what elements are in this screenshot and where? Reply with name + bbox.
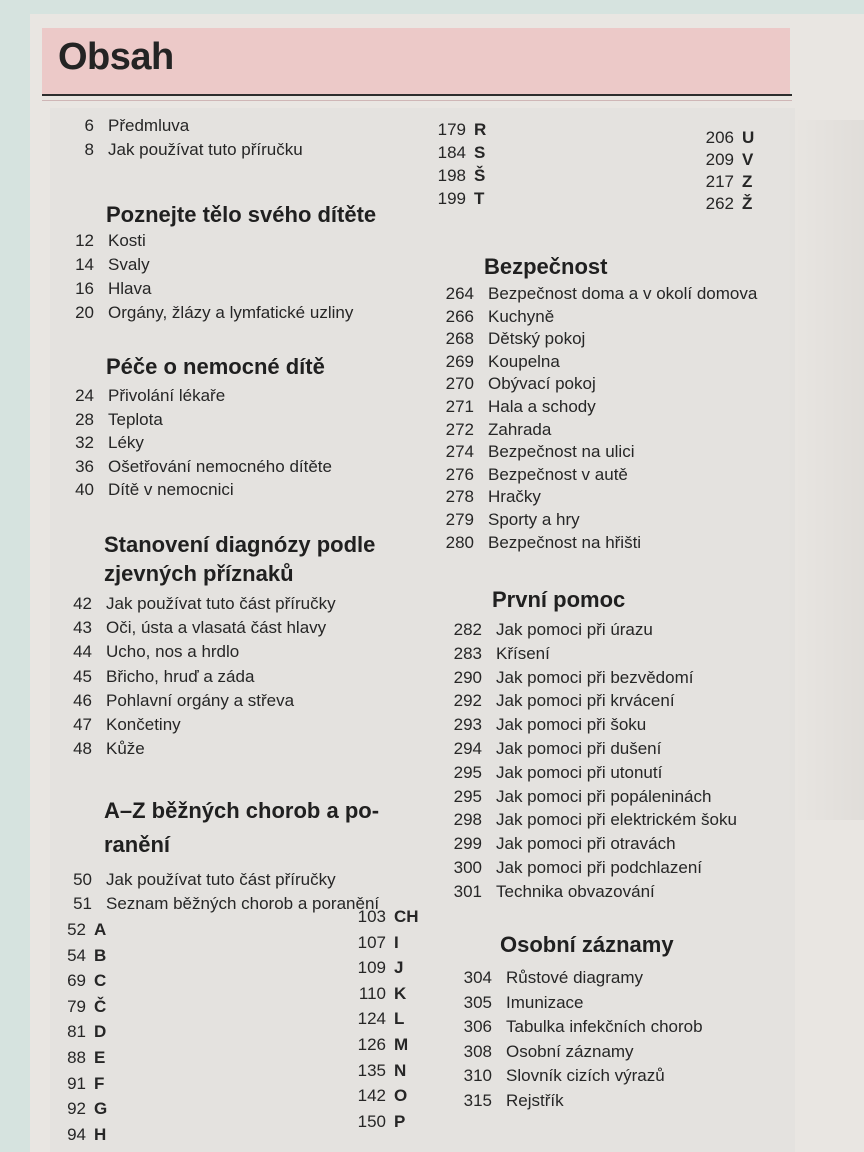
- toc-entry-label: Rejstřík: [506, 1090, 564, 1110]
- letter-entry: [352, 1084, 407, 1108]
- toc-entry: [450, 991, 790, 1016]
- letter-label: M: [394, 1035, 409, 1054]
- letter-page-number: 52: [67, 920, 86, 939]
- toc-page-number: 274: [445, 442, 474, 462]
- toc-entry: [440, 832, 800, 856]
- letter-label: Ž: [742, 194, 753, 213]
- toc-entry-label: Kuchyně: [488, 306, 555, 326]
- toc-entry: [50, 640, 430, 664]
- letter-label: T: [474, 189, 485, 208]
- toc-entry-label: Hlava: [108, 279, 152, 298]
- toc-entry: [50, 737, 430, 761]
- letter-page-number: 109: [357, 958, 386, 978]
- letter-page-number: 135: [357, 1060, 386, 1080]
- letter-entry: [52, 969, 106, 993]
- toc-entry-label: Kůže: [106, 739, 145, 759]
- section-heading-az-2: ranění: [104, 832, 171, 857]
- toc-page-number: 51: [73, 893, 92, 913]
- letter-page-number: 217: [705, 172, 734, 191]
- letter-entry: [52, 1123, 106, 1147]
- toc-entry: [440, 666, 800, 690]
- letter-page-number: 206: [705, 128, 734, 147]
- letter-label: E: [94, 1048, 106, 1067]
- letter-page-number: 69: [67, 971, 86, 991]
- toc-entry-label: Jak pomoci při dušení: [496, 738, 662, 758]
- toc-entry: [52, 114, 432, 138]
- letter-label: L: [394, 1009, 405, 1029]
- letter-entry: [352, 982, 406, 1006]
- section-heading-az-1: A–Z běžných chorob a po-: [104, 798, 380, 823]
- toc-entry-label: Bezpečnost na hřišti: [488, 532, 642, 552]
- letter-label: K: [394, 983, 407, 1003]
- toc-entry-label: Zahrada: [488, 419, 552, 439]
- letter-page-number: 262: [705, 194, 734, 213]
- diagnosis-list: [50, 592, 430, 761]
- toc-entry-label: Pohlavní orgány a střeva: [106, 690, 295, 710]
- toc-page-number: 42: [73, 594, 92, 613]
- toc-page-number: 306: [463, 1017, 492, 1036]
- letter-page-number: 88: [67, 1048, 86, 1067]
- toc-page-number: 292: [453, 691, 482, 711]
- toc-page-number: 264: [445, 284, 474, 303]
- toc-entry-label: Křísení: [496, 643, 550, 663]
- toc-entry: [440, 785, 800, 809]
- letter-label: O: [394, 1086, 408, 1106]
- letter-entry: [52, 944, 106, 968]
- letter-label: C: [94, 971, 107, 991]
- page-title: Obsah: [58, 36, 174, 78]
- toc-entry-label: Léky: [108, 433, 144, 452]
- toc-entry: [450, 1064, 790, 1089]
- toc-page-number: 45: [73, 666, 92, 686]
- toc-page-number: 271: [445, 396, 474, 416]
- toc-page-number: 8: [84, 140, 94, 159]
- letter-page-number: 150: [357, 1111, 386, 1131]
- toc-entry: [432, 328, 792, 351]
- toc-entry-label: Imunizace: [506, 992, 584, 1012]
- toc-entry-label: Dětský pokoj: [488, 329, 586, 349]
- care-list: [52, 384, 432, 502]
- letter-entry: [432, 164, 485, 188]
- section-heading-diagnosis-1: Stanovení diagnózy podle: [104, 532, 376, 557]
- toc-entry: [50, 616, 430, 640]
- toc-page-number: 46: [73, 690, 92, 710]
- toc-entry-label: Bezpečnost v autě: [488, 464, 628, 484]
- toc-entry-label: Jak pomoci při bezvědomí: [496, 667, 694, 687]
- toc-entry: [50, 592, 430, 616]
- toc-entry: [432, 464, 792, 487]
- toc-entry: [50, 665, 430, 689]
- letter-page-number: 79: [67, 996, 86, 1016]
- section-heading-diagnosis-2: zjevných příznaků: [104, 561, 294, 586]
- letter-label: Z: [742, 172, 753, 191]
- letter-entry: [700, 126, 754, 150]
- toc-page-number: 293: [453, 715, 482, 735]
- letter-label: G: [94, 1099, 108, 1119]
- letter-label: V: [742, 150, 754, 169]
- toc-entry: [432, 532, 792, 555]
- toc-entry-label: Jak používat tuto část příručky: [106, 594, 336, 613]
- toc-entry: [440, 761, 800, 785]
- letter-entry: [352, 905, 419, 929]
- toc-page-number: 40: [75, 480, 94, 499]
- toc-entry: [432, 509, 792, 532]
- toc-page-number: 16: [75, 279, 94, 298]
- toc-page-number: 48: [73, 739, 92, 759]
- toc-page-number: 47: [73, 714, 92, 734]
- toc-entry: [52, 431, 432, 455]
- toc-page-number: 43: [73, 618, 92, 638]
- toc-page-number: 32: [75, 433, 94, 452]
- toc-entry-label: Orgány, žlázy a lymfatické uzliny: [108, 303, 354, 322]
- letter-page-number: 184: [437, 143, 466, 162]
- letter-label: B: [94, 945, 107, 965]
- letter-label: R: [474, 120, 487, 139]
- letter-label: I: [394, 932, 399, 952]
- toc-entry: [52, 408, 432, 432]
- toc-page-number: 50: [73, 870, 92, 889]
- toc-page-number: 270: [445, 374, 474, 394]
- toc-entry: [450, 966, 790, 991]
- toc-entry: [52, 301, 432, 325]
- toc-page-number: 12: [75, 231, 94, 250]
- letter-label: A: [94, 920, 107, 939]
- toc-entry-label: Končetiny: [106, 714, 181, 734]
- intro-list: [52, 114, 432, 162]
- letter-entry: [700, 148, 753, 172]
- letter-page-number: 92: [67, 1099, 86, 1119]
- toc-page-number: 278: [445, 487, 474, 507]
- toc-page-number: 269: [445, 351, 474, 371]
- letter-page-number: 124: [357, 1009, 386, 1029]
- toc-entry: [440, 808, 800, 832]
- toc-entry: [432, 396, 792, 419]
- toc-entry-label: Koupelna: [488, 351, 560, 371]
- letter-entry: [352, 1007, 404, 1031]
- letter-page-number: 54: [67, 945, 86, 965]
- letter-label: N: [394, 1060, 407, 1080]
- toc-page-number: 28: [75, 409, 94, 429]
- letter-label: U: [742, 128, 755, 147]
- toc-entry: [432, 419, 792, 442]
- toc-page-number: 308: [463, 1041, 492, 1061]
- firstaid-list: [440, 618, 800, 904]
- letter-page-number: 198: [437, 166, 466, 185]
- letter-label: F: [94, 1073, 105, 1093]
- toc-entry-label: Jak pomoci při otravách: [496, 834, 676, 854]
- toc-page-number: 44: [73, 642, 92, 662]
- letter-page-number: 81: [67, 1022, 86, 1042]
- toc-entry-label: Ucho, nos a hrdlo: [106, 642, 240, 662]
- toc-entry: [52, 478, 432, 502]
- letter-entry: [352, 956, 403, 980]
- toc-entry: [450, 1015, 790, 1040]
- toc-entry: [432, 486, 792, 509]
- toc-page-number: 290: [453, 667, 482, 687]
- toc-entry: [440, 689, 800, 713]
- toc-entry-label: Růstové diagramy: [506, 968, 644, 987]
- toc-page-number: 298: [453, 810, 482, 830]
- toc-entry-label: Břicho, hruď a záda: [106, 666, 255, 686]
- toc-entry: [432, 373, 792, 396]
- toc-page-number: 305: [463, 992, 492, 1012]
- toc-page-number: 295: [453, 762, 482, 782]
- letter-entry: [432, 141, 485, 165]
- toc-entry-label: Sporty a hry: [488, 509, 580, 529]
- toc-page-number: 279: [445, 509, 474, 529]
- letter-entry: [52, 1020, 106, 1044]
- letter-entry: [352, 1033, 408, 1057]
- letter-entry: [700, 192, 752, 216]
- toc-page-number: 310: [463, 1066, 492, 1085]
- toc-entry-label: Jak pomoci při podchlazení: [496, 857, 703, 877]
- letter-page-number: 199: [437, 189, 466, 208]
- toc-entry-label: Jak pomoci při šoku: [496, 715, 647, 735]
- letter-entry: [432, 118, 486, 142]
- toc-entry: [432, 283, 792, 306]
- letter-entry: [52, 1097, 107, 1121]
- letter-entry: [700, 170, 752, 194]
- letter-page-number: 110: [358, 983, 386, 1003]
- letter-page-number: 126: [357, 1035, 386, 1054]
- toc-page-number: 300: [453, 857, 482, 877]
- letter-entry: [52, 918, 106, 942]
- toc-entry: [52, 455, 432, 479]
- toc-page-number: 266: [445, 306, 474, 326]
- toc-entry: [432, 351, 792, 374]
- letter-label: S: [474, 143, 486, 162]
- toc-entry: [440, 880, 800, 904]
- letter-entry: [52, 995, 106, 1019]
- toc-page-number: 299: [453, 834, 482, 854]
- toc-entry-label: Ošetřování nemocného dítěte: [108, 456, 332, 476]
- safety-list: [432, 283, 792, 554]
- letter-label: CH: [394, 907, 419, 926]
- toc-entry: [440, 737, 800, 761]
- toc-page-number: 24: [75, 386, 94, 405]
- toc-entry-label: Slovník cizích výrazů: [506, 1066, 665, 1085]
- toc-entry: [52, 229, 432, 253]
- toc-entry-label: Dítě v nemocnici: [108, 480, 234, 499]
- toc-page-number: 295: [453, 786, 482, 806]
- toc-entry: [432, 306, 792, 329]
- header-rule-thin: [42, 100, 792, 101]
- section-heading-care: Péče o nemocné dítě: [106, 354, 325, 379]
- toc-entry-label: Jak používat tuto příručku: [108, 140, 303, 159]
- toc-entry-label: Obývací pokoj: [488, 374, 596, 394]
- toc-entry-label: Hračky: [488, 487, 541, 507]
- toc-page-number: 294: [453, 738, 482, 758]
- letter-label: D: [94, 1022, 107, 1042]
- toc-page-number: 301: [453, 881, 482, 901]
- toc-entry-label: Osobní záznamy: [506, 1041, 634, 1061]
- section-heading-safety: Bezpečnost: [484, 254, 608, 279]
- letter-page-number: 209: [705, 150, 734, 169]
- section-heading-records: Osobní záznamy: [500, 932, 674, 957]
- toc-page-number: 282: [453, 620, 482, 639]
- toc-page-number: 36: [75, 456, 94, 476]
- body-list: [52, 229, 432, 325]
- toc-entry: [450, 1040, 790, 1065]
- letter-page-number: 107: [357, 932, 386, 952]
- letter-entry: [432, 187, 484, 211]
- letter-label: H: [94, 1124, 107, 1144]
- letter-page-number: 142: [357, 1086, 386, 1106]
- toc-entry-label: Hala a schody: [488, 396, 596, 416]
- toc-entry-label: Bezpečnost na ulici: [488, 442, 635, 462]
- toc-entry-label: Jak používat tuto část příručky: [106, 870, 336, 889]
- letter-page-number: 91: [67, 1073, 86, 1093]
- section-heading-firstaid: První pomoc: [492, 587, 626, 612]
- letter-entry: [352, 931, 399, 955]
- letter-label: J: [394, 958, 404, 978]
- letter-entry: [352, 1059, 406, 1083]
- toc-entry: [440, 713, 800, 737]
- records-list: [450, 966, 790, 1113]
- letter-entry: [52, 1046, 105, 1070]
- toc-entry: [52, 384, 432, 408]
- toc-entry: [52, 138, 432, 162]
- letter-page-number: 103: [357, 907, 386, 926]
- toc-entry: [52, 253, 432, 277]
- toc-page-number: 6: [84, 116, 94, 135]
- toc-entry-label: Přivolání lékaře: [108, 386, 226, 405]
- letter-label: Č: [94, 996, 107, 1016]
- toc-page-number: 14: [75, 255, 94, 274]
- toc-entry: [432, 441, 792, 464]
- toc-page-number: 272: [445, 419, 474, 439]
- toc-page-number: 304: [463, 968, 492, 987]
- toc-entry-label: Jak pomoci při krvácení: [496, 691, 675, 711]
- toc-entry: [50, 713, 430, 737]
- toc-entry: [50, 689, 430, 713]
- toc-entry-label: Svaly: [108, 255, 150, 274]
- letter-entry: [52, 1072, 104, 1096]
- toc-entry-label: Teplota: [108, 409, 163, 429]
- toc-entry-label: Bezpečnost doma a v okolí domova: [488, 284, 758, 303]
- section-heading-body: Poznejte tělo svého dítěte: [106, 202, 377, 227]
- toc-page-number: 283: [453, 643, 482, 663]
- toc-page-number: 280: [445, 532, 474, 552]
- letter-entry: [352, 1110, 405, 1134]
- toc-page-number: 315: [463, 1090, 492, 1110]
- toc-page-number: 276: [445, 464, 474, 484]
- toc-entry-label: Jak pomoci při úrazu: [496, 620, 653, 639]
- toc-entry: [440, 856, 800, 880]
- toc-page-number: 268: [445, 329, 474, 349]
- letter-page-number: 94: [67, 1124, 86, 1144]
- toc-entry-label: Jak pomoci při popáleninách: [496, 786, 712, 806]
- toc-entry-label: Technika obvazování: [496, 881, 655, 901]
- toc-entry: [52, 277, 432, 301]
- header-rule: [42, 94, 792, 96]
- toc-entry: [440, 642, 800, 666]
- toc-entry: [450, 1089, 790, 1114]
- toc-entry: [440, 618, 800, 642]
- toc-entry-label: Kosti: [108, 231, 146, 250]
- letter-label: P: [394, 1111, 406, 1131]
- letter-label: Š: [474, 166, 486, 185]
- toc-entry: [50, 868, 430, 892]
- toc-entry-label: Jak pomoci při elektrickém šoku: [496, 810, 737, 830]
- letter-page-number: 179: [437, 120, 466, 139]
- toc-entry-label: Oči, ústa a vlasatá část hlavy: [106, 618, 327, 638]
- toc-entry-label: Seznam běžných chorob a poranění: [106, 893, 380, 913]
- toc-page-number: 20: [75, 303, 94, 322]
- toc-entry-label: Tabulka infekčních chorob: [506, 1017, 703, 1036]
- toc-entry-label: Jak pomoci při utonutí: [496, 762, 663, 782]
- toc-entry-label: Předmluva: [108, 116, 190, 135]
